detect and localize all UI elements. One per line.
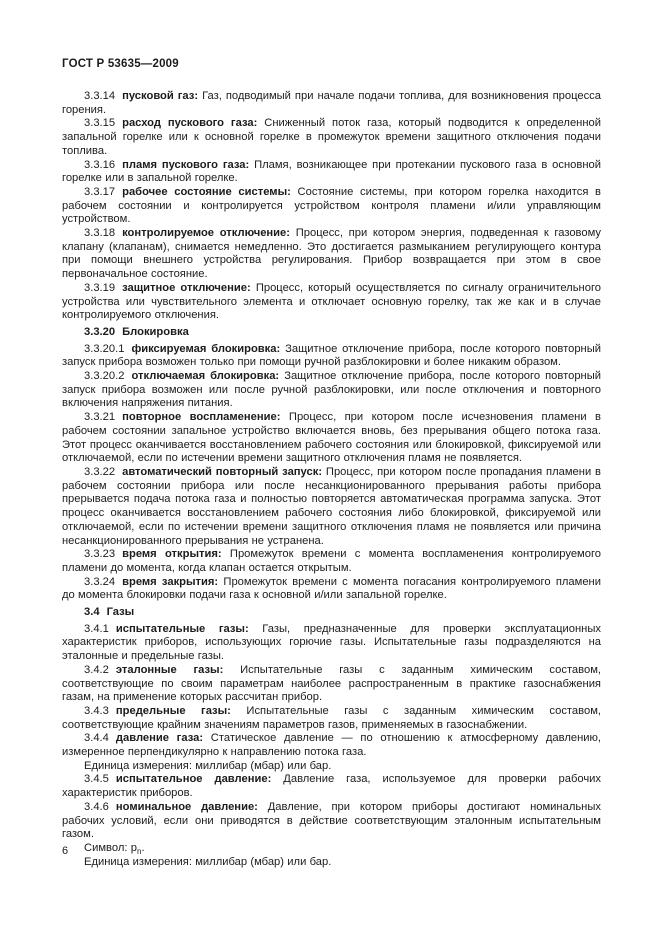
paragraph: 3.3.23 время открытия: Промежуток времени с момента воспламенения контролируемого пламени до момента, когда клапан остается открытым. (62, 548, 602, 574)
term-label: отключаемая блокировка: (131, 370, 280, 383)
term-label: рабочее состояние системы: (122, 185, 291, 198)
paragraph: 3.3.22 автоматический повторный запуск: Процесс, при котором после пропадания пламени в рабочем состоянии прибора или после несанкционированного прерывания работы прибора прерывается подача потока газа и полностью повторяется автоматическая программа запуска. Этот процесс оканчивается восстановлением рабочего состояния либо блокировкой, фиксируемой или отключаемой, если по истечении времени защитного отключения пламя не появляется или причина несанкционированного прерывания не устранена. (62, 465, 601, 547)
term-label: фиксируемая блокировка: (131, 342, 281, 355)
paragraph: Символ: $p_n$. (84, 841, 145, 857)
clause-number: 3.3.24 (84, 575, 116, 588)
section-heading (62, 606, 601, 620)
paragraph: 3.4.6 номинальное давление: Давление, при котором приборы достигают номинальных рабочих условий, если они приводятся в действие соответствующим эталонным испытательным газом. (62, 800, 601, 841)
paragraph: Единица измерения: миллибар (мбар) или бар. (84, 855, 332, 868)
clause-number: 3.4.3 (84, 704, 109, 717)
paragraph: Единица измерения: миллибар (мбар) или бар. (84, 759, 332, 772)
clause-number: 3.4.1 (84, 622, 109, 635)
paragraph: 3.3.20.2 отключаемая блокировка: Защитное отключение прибора, после которого повторный запуск прибора возможен или после ручной разблокировки, или после отключения и повторного включения напряжения питания. (62, 370, 602, 410)
term-label: время закрытия: (122, 575, 219, 588)
paragraph: 3.3.24 время закрытия: Промежуток времени с момента погасания контролируемого пламени до момента блокировки подачи газа к основной и/или запальной горелке. (62, 575, 601, 602)
clause-number: 3.3.20.2 (84, 370, 125, 383)
paragraph: 3.3.21 повторное воспламенение: Процесс, при котором после исчезновения пламени в рабочем состоянии запальное устройство включается вновь, без прерывания общего потока газа. Этот процесс оканчивается восстановлением рабочего состояния или блокировкой, фиксируемой или отключаемой, если по истечении времени защитного отключения пламя не появляется. (62, 411, 601, 465)
clause-number: 3.3.20.1 (84, 342, 125, 355)
document-body (62, 90, 601, 869)
paragraph: 3.4.2 эталонные газы: Испытательные газы с заданным химическим составом, соответствующие по своим параметрам наиболее распространенным в практике газоснабжения газам, на применение которых рассчитан прибор. (62, 663, 601, 704)
term-label: давление газа: (115, 732, 204, 745)
clause-number: 3.4.4 (84, 732, 109, 745)
paragraph: 3.3.16 пламя пускового газа: Пламя, возникающее при протекании пускового газа в основной горелке или в запальной горелке. (62, 158, 601, 185)
paragraph: 3.3.14 пусковой газ: Газ, подводимый при начале подачи топлива, для возникновения процесса горения. (62, 90, 602, 116)
term-label: автоматический повторный запуск: (122, 465, 323, 478)
paragraph: 3.3.17 рабочее состояние системы: Состояние системы, при котором горелка находится в рабочем состоянии и контролируется устройством контроля пламени и/или управляющим устройством. (62, 185, 601, 226)
section-heading (62, 326, 601, 340)
term-label: пусковой газ: (122, 90, 199, 102)
clause-number: 3.3.21 (84, 411, 116, 424)
clause-number: 3.3.19 (84, 281, 116, 294)
term-label: время открытия: (122, 548, 222, 561)
paragraph: 3.3.15 расход пускового газа: Сниженный поток газа, который подводится к определенной запальной горелке или к основной горелке в промежуток времени защитного отключения подачи топлива. (62, 117, 601, 157)
term-label: испытательное давление: (115, 773, 272, 786)
term-label: пламя пускового газа: (122, 158, 250, 171)
term-label: защитное отключение: (122, 281, 251, 294)
paragraph: 3.4.5 испытательное давление: Давление газа, используемое для проверки рабочих характеристик приборов. (62, 773, 601, 800)
term-label: эталонные газы: (115, 663, 224, 676)
clause-number: 3.3.14 (84, 90, 116, 102)
term-label: Блокировка (122, 325, 189, 338)
paragraph: 3.3.19 защитное отключение: Процесс, который осуществляется по сигналу ограничительного устройства или чувствительного элемента и отключает основную горелку, так же как и в случае контролируемого отключения. (62, 281, 602, 322)
term-label: контролируемое отключение: (122, 227, 291, 240)
page-number: 6 (62, 845, 69, 857)
paragraph: 3.4.1 испытательные газы: Газы, предназначенные для проверки эксплуатационных характеристик приборов, использующих горючие газы. Испытательные газы подразделяются на эталонные и предельные газы. (62, 622, 601, 663)
paragraph: 3.3.18 контролируемое отключение: Процесс, при котором энергия, подведенная к газовому клапану (клапанам), снимается немедленно. Это достигается размыканием регулирующего контура при помощи внешнего устройства регулирования. Прибор возвращается при этом в свое первоначальное состояние. (62, 227, 602, 281)
clause-number: 3.3.17 (84, 185, 116, 198)
paragraph: 3.4.3 предельные газы: Испытательные газы с заданным химическим составом, соответствующие крайним значениям параметров газов, применяемых в газоснабжении. (62, 704, 601, 731)
clause-number: 3.3.16 (84, 158, 116, 171)
clause-number: 3.3.15 (84, 117, 116, 130)
term-label: предельные газы: (115, 704, 231, 717)
clause-number: 3.3.18 (84, 227, 116, 240)
paragraph: 3.4.4 давление газа: Статическое давление — по отношению к атмосферному давлению, измеренное перпендикулярно к направлению потока газа. (62, 732, 602, 759)
clause-number: 3.3.23 (84, 548, 116, 561)
clause-number: 3.4.2 (84, 663, 109, 676)
document-header: ГОСТ Р 53635—2009 (62, 58, 179, 70)
term-label: расход пускового газа: (122, 117, 258, 130)
term-label: номинальное давление: (115, 800, 258, 813)
term-label: Газы (106, 606, 135, 619)
term-label: повторное воспламенение: (122, 411, 281, 424)
term-label: испытательные газы: (115, 622, 249, 635)
symbol-subscript: n (136, 847, 142, 857)
clause-number: 3.4.5 (84, 773, 109, 786)
clause-number: 3.4.6 (84, 800, 109, 813)
clause-number: 3.4 (84, 606, 100, 619)
paragraph: 3.3.20.1 фиксируемая блокировка: Защитное отключение прибора, после которого повторный запуск прибора возможен только при помощи ручной разблокировки и более никаким образом. (62, 342, 602, 369)
clause-number: 3.3.22 (84, 465, 116, 478)
clause-number: 3.3.20 (84, 325, 116, 338)
